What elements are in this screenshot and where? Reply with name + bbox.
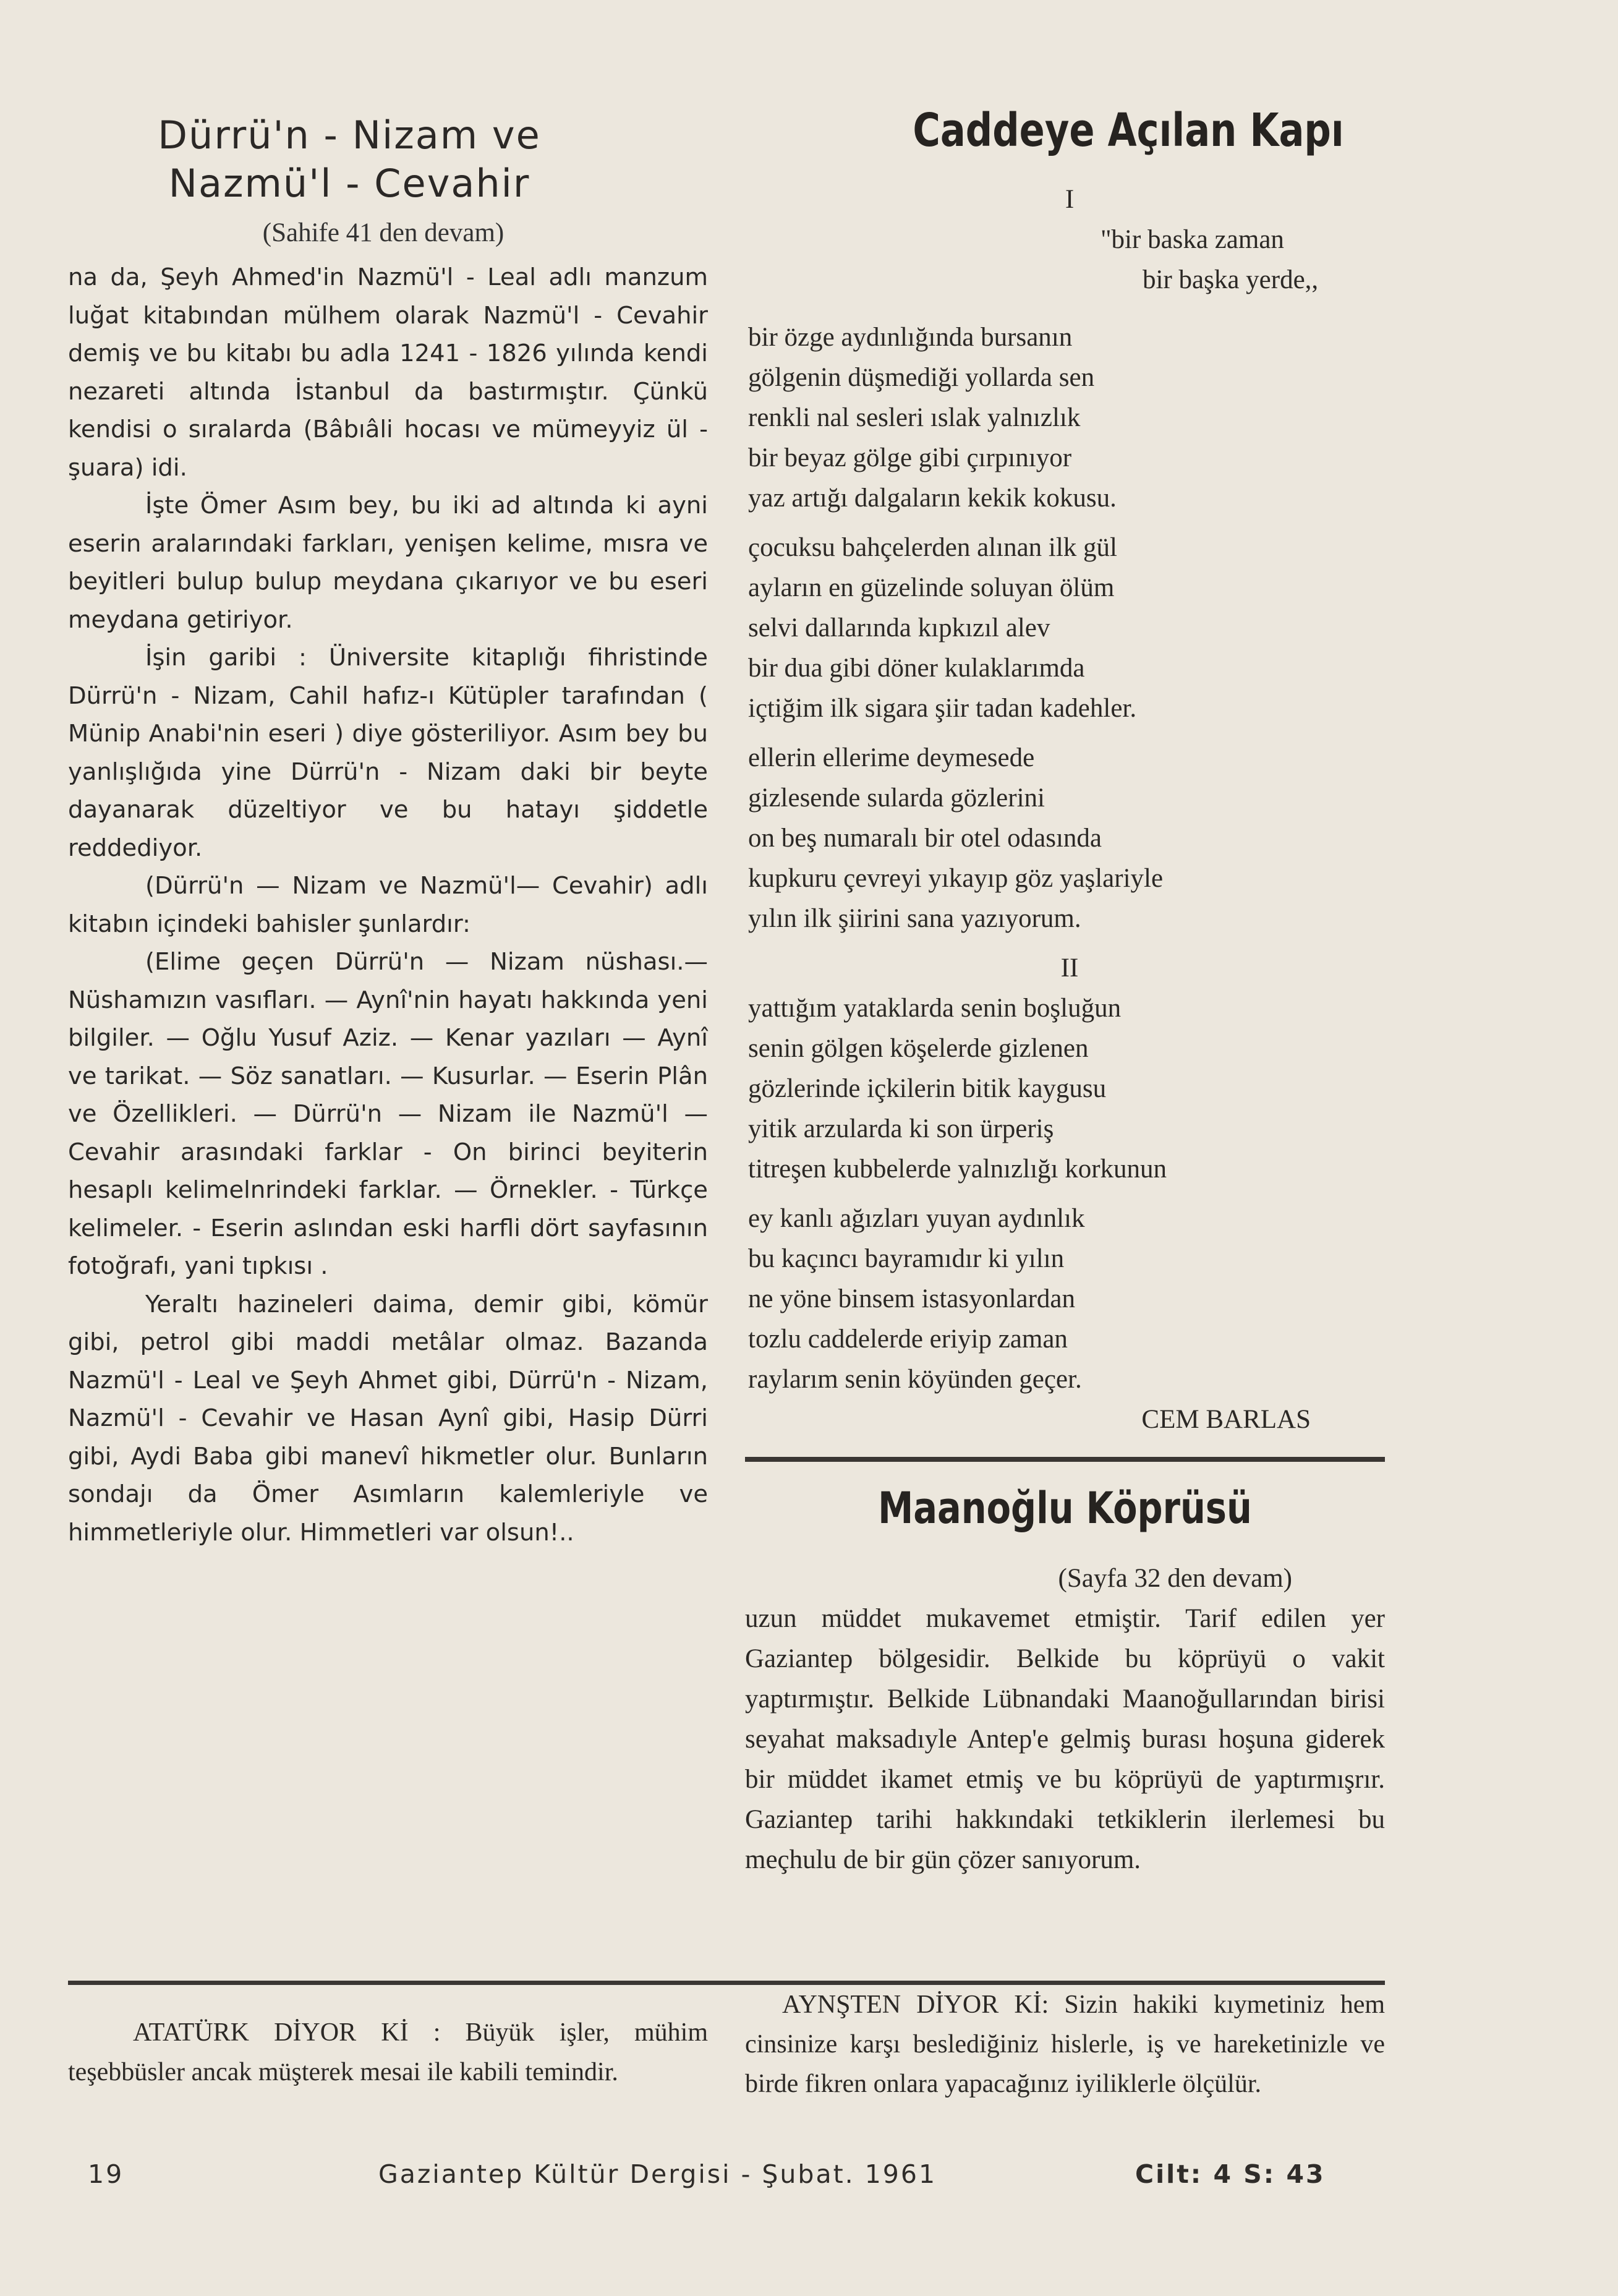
page-number: 19 (88, 2159, 124, 2189)
poem-stanza (748, 1198, 1391, 1399)
epigraph-line: bir başka yerde,, (1143, 265, 1319, 294)
poem-line: bir beyaz gölge gibi çırpınıyor (748, 443, 1072, 472)
poem-line: yaz artığı dalgaların kekik kokusu. (748, 484, 1117, 513)
poem-stanza (748, 317, 1391, 518)
poem-stanza (748, 988, 1391, 1189)
poem-line: ayların en güzelinde soluyan ölüm (748, 573, 1115, 602)
poem-line: senin gölgen köşelerde gizlenen (748, 1034, 1089, 1063)
paragraph: (Dürrü'n — Nizam ve Nazmü'l— Cevahir) adlı kitabın içindeki bahisler şunlardır: (68, 872, 708, 938)
bridge-continuation-text: (Sayfa 32 den devam) (1058, 1564, 1292, 1593)
ataturk-quote-text: ATATÜRK DİYOR Kİ : Büyük işler, mühim teşebbüsler ancak müşterek mesai ile kabili temindir. (68, 2018, 708, 2086)
article-title-line-2: Nazmü'l - Cevahir (168, 161, 530, 206)
paragraph: (Elime geçen Dürrü'n — Nizam nüshası.— Nüshamızın vasıfları. — Aynî'nin hayatı hakkında yeni bilgiler. — Oğlu Yusuf Aziz. — Kenar yazıları — Aynî ve tarikat. — Söz sanatları. — Kusurlar. — Eserin Plân ve Özellikleri. — Dürrü'n — Nizam ile Nazmü'l — Cevahir arasındaki farklar - On birinci beyiterin hesaplı kelimelnrindeki farklar. — Örnekler. - Türkçe kelimeler. - Eserin aslından eski harfli dört sayfasının fotoğrafı, yani tıpkısı . (68, 948, 708, 1280)
poem-line: bu kaçıncı bayramıdır ki yılın (748, 1244, 1065, 1273)
poem-line: ne yöne binsem istasyonlardan (748, 1284, 1076, 1313)
poem-part-two: II (1060, 954, 1079, 983)
poem-line: tozlu caddelerde eriyip zaman (748, 1325, 1068, 1354)
poem-line: gölgenin düşmediği yollarda sen (748, 363, 1095, 392)
poem-line: selvi dallarında kıpkızıl alev (748, 613, 1050, 642)
section-divider (745, 1457, 1385, 1462)
paragraph: İşte Ömer Asım bey, bu iki ad altında ki ayni eserin aralarındaki farkları, yenişen kelime, mısra ve beyitleri bulup bulup meydana çıkarıyor ve bu eseri meydana getiriyor. (68, 492, 708, 634)
poem-line: gizlesende sularda gözlerini (748, 783, 1045, 813)
article-body (68, 258, 708, 1551)
poem-stanza (748, 738, 1391, 939)
poem-author: CEM BARLAS (1141, 1405, 1311, 1434)
poem-stanza (748, 527, 1391, 728)
paragraph: uzun müddet mukavemet etmiştir. Tarif edilen yer Gaziantep bölgesidir. Belkide bu köprüyü o vakit yaptırmıştır. Belkide Lübnandaki Maanoğullarından birisi seyahat maksadıyle Antep'e gelmiş burası hoşuna giderek bir müddet ikamet etmiş ve bu köprüyü de yaptırmışrır. Gaziantep tarihi hakkındaki tetkiklerin ilerlemesi bu meçhulu de bir gün çözer sanıyorum. (745, 1604, 1385, 1874)
poem-line: yattığım yataklarda senin boşluğun (748, 994, 1122, 1023)
poem-line: içtiğim ilk sigara şiir tadan kadehler. (748, 694, 1137, 723)
article-title (68, 111, 631, 208)
volume-issue: Cilt: 4 S: 43 (1135, 2159, 1326, 2189)
poem-line: kupkuru çevreyi yıkayıp göz yaşlariyle (748, 864, 1164, 893)
poem-line: titreşen kubbelerde yalnızlığı korkunun (748, 1154, 1167, 1184)
bridge-continuation-note (745, 1558, 1385, 1598)
poem-line: bir dua gibi döner kulaklarımda (748, 654, 1085, 683)
poem (748, 179, 1391, 1440)
paragraph: na da, Şeyh Ahmed'in Nazmü'l - Leal adlı manzum luğat kitabından mülhem olarak Nazmü'l - Cevahir demiş ve bu kitabı bu adla 1241 - 1826 yılında kendi nezareti altında İstanbul da bastırmıştır. Çünkü kendisi o sıralarda (Bâbıâli hocası ve mümeyyiz ül - şuara) idi. (68, 263, 708, 482)
einstein-quote (745, 1985, 1385, 2104)
poem-line: gözlerinde içkilerin bitik kaygusu (748, 1074, 1107, 1103)
publication-line: Gaziantep Kültür Dergisi - Şubat. 1961 (378, 2159, 937, 2189)
poem-line: ellerin ellerime deymesede (748, 743, 1035, 772)
einstein-quote-text: AYNŞTEN DİYOR Kİ: Sizin hakiki kıymetiniz hem cinsinize karşı beslediğiniz hislerle, iş ve hareketinizle ve birde fikren onlara yapacağınız iyiliklerle ölçülür. (745, 1991, 1385, 2098)
poem-line: yılın ilk şiirini sana yazıyorum. (748, 904, 1081, 933)
ataturk-quote (68, 2013, 708, 2092)
continuation-note: (Sahife 41 den devam) (262, 218, 505, 247)
poem-line: bir özge aydınlığında bursanın (748, 323, 1073, 352)
poem-part-one: I (1065, 185, 1075, 214)
poem-epigraph (748, 220, 1391, 300)
poem-line: renkli nal sesleri ıslak yalnızlık (748, 403, 1081, 432)
poem-title: Caddeye Açılan Kapı (913, 104, 1344, 157)
article-title-line-1: Dürrü'n - Nizam ve (158, 113, 541, 158)
bridge-article-body (745, 1598, 1385, 1880)
paragraph: Yeraltı hazineleri daima, demir gibi, kömür gibi, petrol gibi maddi metâlar olmaz. Bazanda Nazmü'l - Leal ve Şeyh Ahmet gibi, Dürrü'n - Nizam, Nazmü'l - Cevahir ve Hasan Aynî gibi, Hasip Dürri gibi, Aydi Baba gibi manevî hikmetler olur. Bunların sondajı da Ömer Asımların kalemleriyle ve himmetleriyle olur. Himmetleri var olsun!.. (68, 1290, 708, 1547)
poem-line: yitik arzularda ki son ürperiş (748, 1114, 1054, 1143)
poem-line: çocuksu bahçelerden alınan ilk gül (748, 533, 1118, 562)
bridge-article-title: Maanoğlu Köprüsü (878, 1483, 1252, 1534)
epigraph-line: "bir baska zaman (1101, 225, 1284, 254)
paragraph: İşin garibi : Üniversite kitaplığı fihristinde Dürrü'n - Nizam, Cahil hafız-ı Kütüpler tarafından ( Münip Anabi'nin eseri ) diye gösteriliyor. Asım bey bu yanlışlığıda yine Dürrü'n - Nizam daki bir beyte dayanarak düzeltiyor ve bu hatayı şiddetle reddediyor. (68, 644, 708, 862)
poem-line: on beş numaralı bir otel odasında (748, 824, 1102, 853)
quotes-divider (68, 1981, 1385, 1985)
poem-line: raylarım senin köyünden geçer. (748, 1365, 1082, 1394)
poem-line: ey kanlı ağızları yuyan aydınlık (748, 1204, 1085, 1233)
